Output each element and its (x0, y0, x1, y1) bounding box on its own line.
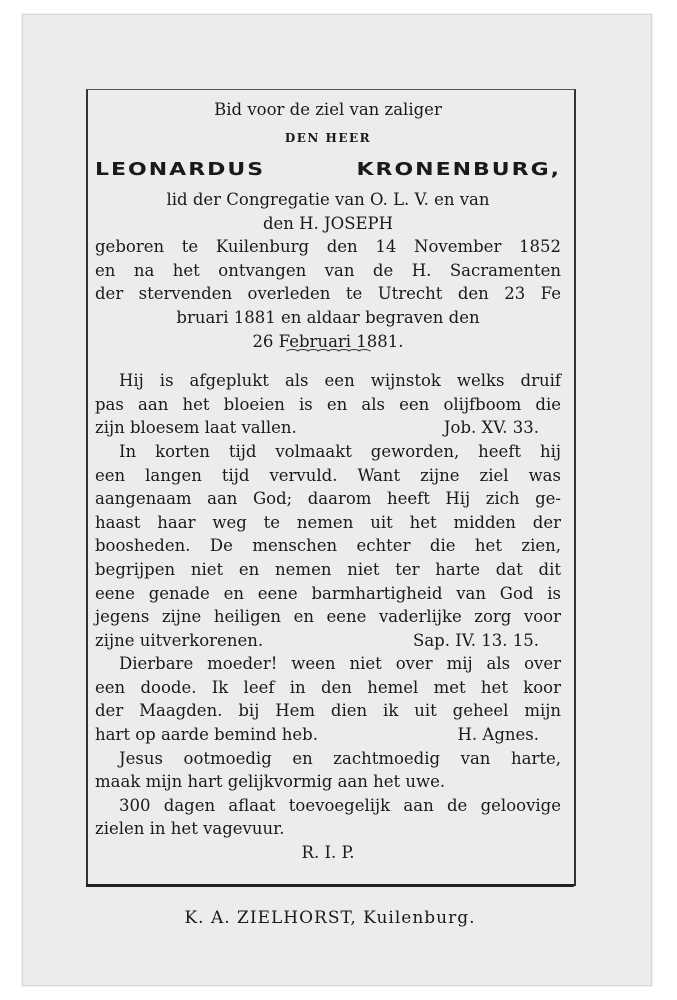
text-line: Bid voor de ziel van zaliger (214, 100, 442, 119)
text-line: 300 dagen aflaat toevoegelijk aan de geloovige (119, 795, 561, 815)
scripture-reference: Job. XV. 33. (443, 418, 539, 438)
text-line: en na het ontvangen van de H. Sacramenten (95, 260, 561, 280)
text-line: maak mijn hart gelijkvormig aan het uwe. (95, 772, 446, 792)
text-line: Dierbare moeder! ween niet over mij als over (119, 654, 561, 674)
text-line: geboren te Kuilenburg den 14 November 1852 (95, 237, 561, 257)
text-line: begrijpen niet en nemen niet ter harte dat dit (95, 559, 561, 579)
text-line: een doode. Ik leef in den hemel met het koor (95, 677, 561, 697)
text-line: jegens zijne heiligen en eene vaderlijke zorg voor (95, 607, 561, 627)
text-line: eene genade en eene barmhartigheid van God is (95, 583, 561, 603)
text-line: boosheden. De menschen echter die het zien, (95, 536, 561, 556)
text-line: den H. JOSEPH (262, 213, 394, 233)
text-line: der Maagden. bij Hem dien ik uit geheel mijn (95, 701, 561, 721)
line-text: zijn bloesem laat vallen. (95, 418, 297, 438)
text-line: bruari 1881 en aldaar begraven den (176, 307, 480, 327)
line-text: hart op aarde bemind heb. (95, 725, 318, 745)
scripture-reference: Sap. IV. 13. 15. (413, 630, 539, 650)
text-line: Jesus ootmoedig en zachtmoedig van harte, (119, 748, 561, 768)
text-line: der stervenden overleden te Utrecht den 23 Fe (95, 284, 561, 304)
memorial-card (22, 14, 652, 986)
line-text: zijne uitverkorenen. (95, 630, 264, 650)
text-line (95, 723, 561, 747)
text-line: aangenaam aan God; daarom heeft Hij zich ge- (95, 489, 561, 509)
frame-rule (86, 884, 574, 887)
text-line: Hij is afgeplukt als een wijnstok welks druif (119, 371, 561, 391)
ornament-divider: ⁀⁀⁀⁀⁀⁀⁀⁀ (286, 350, 369, 367)
card-text (95, 98, 561, 865)
printer-imprint: K. A. ZIELHORST, Kuilenburg. (184, 908, 476, 928)
scripture-reference: H. Agnes. (457, 725, 539, 745)
deceased-name: LEONARDUS KRONENBURG, (95, 159, 561, 180)
text-line (95, 416, 561, 440)
text-line: DEN HEER (284, 131, 372, 145)
text-line: In korten tijd volmaakt geworden, heeft hij (119, 441, 561, 461)
text-line (95, 629, 561, 653)
text-line: lid der Congregatie van O. L. V. en van (166, 190, 490, 209)
text-line: R. I. P. (301, 843, 355, 863)
text-line: zielen in het vagevuur. (95, 819, 285, 839)
text-line: 26 Februari 1881. (252, 331, 404, 351)
text-line: een langen tijd vervuld. Want zijne ziel was (95, 465, 561, 485)
text-line: pas aan het bloeien is en als een olijfboom die (95, 394, 561, 414)
text-line: haast haar weg te nemen uit het midden der (95, 512, 561, 532)
